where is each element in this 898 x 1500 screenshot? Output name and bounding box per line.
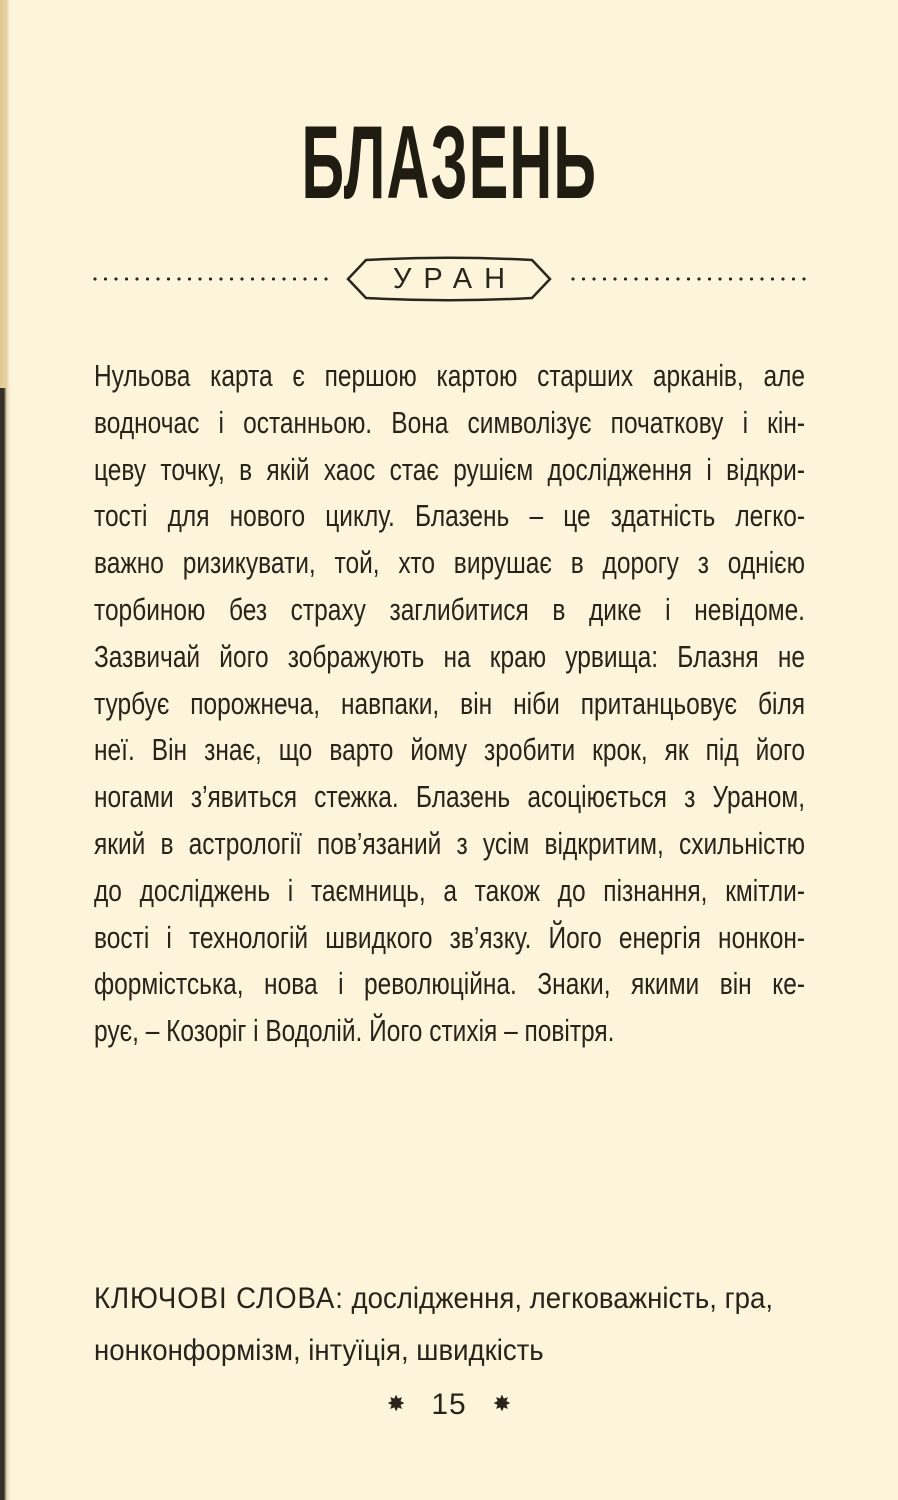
- planet-badge: [344, 256, 554, 302]
- star-ornament-left: ✸: [386, 1392, 406, 1417]
- body-line: вості і технологій швидкого зв’язку. Його енергія нонкон-: [94, 919, 805, 955]
- keywords-line-1: [94, 1273, 825, 1325]
- body-line: формістська, нова і революційна. Знаки, якими він ке-: [94, 966, 805, 1002]
- dotted-rule-left: [90, 274, 330, 284]
- page-edge-shadow-bottom: [0, 388, 12, 1500]
- chapter-title-text: БЛАЗЕНЬ: [301, 105, 597, 221]
- body-paragraph: [94, 353, 805, 1055]
- dotted-rule-right: [568, 274, 808, 284]
- body-line: до досліджень і таємниць, а також до пізнання, кмітли-: [94, 872, 805, 908]
- keywords-block: [94, 1273, 825, 1377]
- body-line: неї. Він знає, що варто йому зробити крок, як під його: [94, 732, 805, 768]
- body-line: який в астрології пов’язаний з усім відкритим, схильністю: [94, 825, 805, 861]
- star-ornament-right: ✸: [492, 1392, 512, 1417]
- body-line: важно ризикувати, той, хто вирушає в дорогу з однією: [94, 545, 805, 581]
- page-footer: [0, 1385, 898, 1425]
- body-line: торбиною без страху заглибитися в дике і невідоме.: [94, 591, 805, 627]
- page-number: 15: [431, 1388, 467, 1421]
- planet-divider: [90, 256, 808, 302]
- body-line: цеву точку, в якій хаос стає рушієм дослідження і відкри-: [94, 451, 805, 487]
- body-line: водночас і останньою. Вона символізує початкову і кін-: [94, 404, 805, 440]
- body-line: ногами з’явиться стежка. Блазень асоціюється з Ураном,: [94, 779, 805, 815]
- keywords-values-1: дослідження, легковажність, гра,: [343, 1282, 774, 1315]
- keywords-label: КЛЮЧОВІ СЛОВА:: [94, 1282, 344, 1315]
- body-line: Нульова карта є першою картою старших арканів, але: [94, 358, 805, 393]
- keywords-line-2: нонконформізм, інтуїція, швидкість: [94, 1334, 544, 1367]
- chapter-title: [0, 105, 898, 221]
- body-line: турбує порожнеча, навпаки, він ніби пританцьовує біля: [94, 685, 805, 721]
- planet-name: УРАН: [392, 262, 518, 295]
- body-line: тості для нового циклу. Блазень – це здатність легко-: [94, 498, 805, 534]
- body-line: Зазвичай його зображують на краю урвища: Блазня не: [94, 638, 805, 674]
- body-line: рує, – Козоріг і Водолій. Його стихія – повітря.: [94, 1013, 615, 1049]
